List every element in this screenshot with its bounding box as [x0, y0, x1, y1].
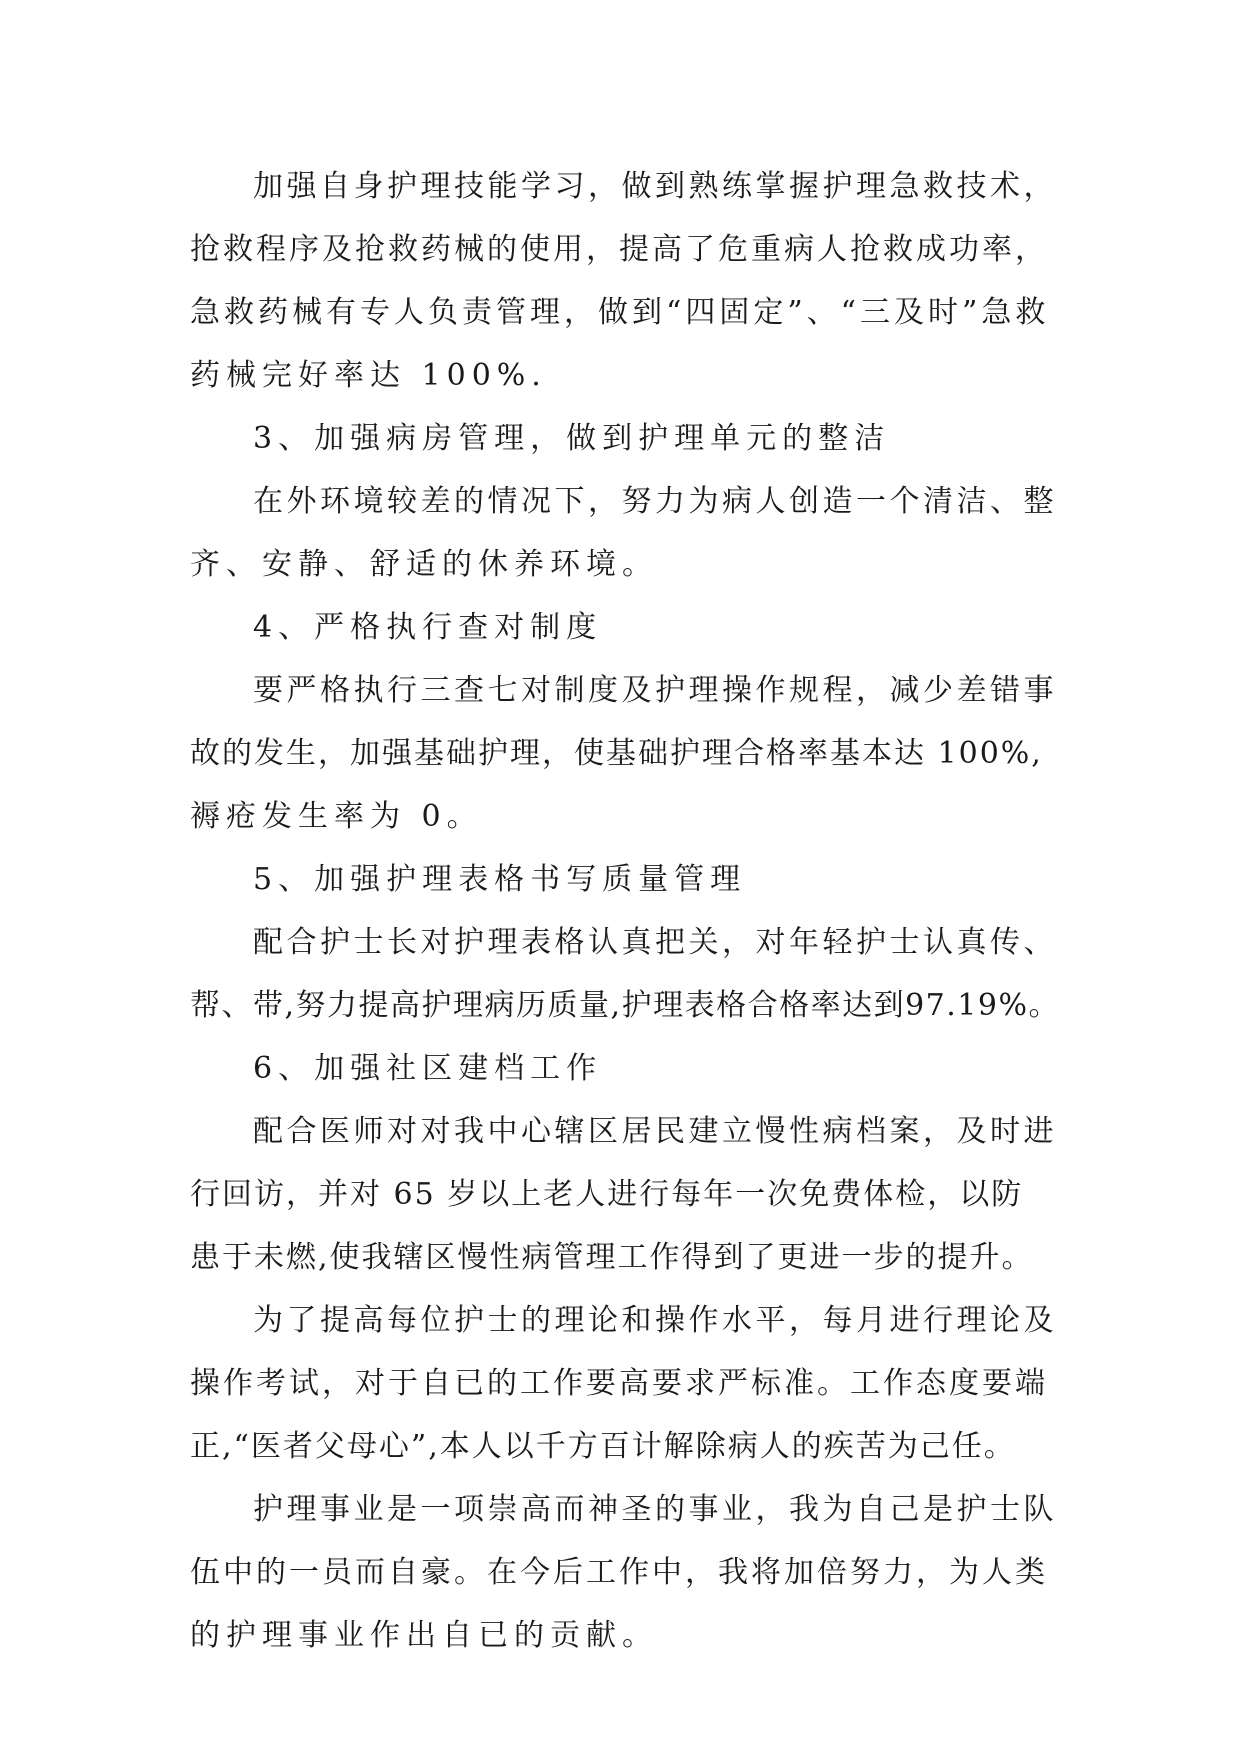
paragraph-line: 正,“医者父母心”,本人以千方百计解除病人的疾苦为己任。 [190, 1429, 1016, 1464]
paragraph-line: 行回访，并对 65 岁以上老人进行每年一次免费体检，以防 [190, 1177, 1024, 1212]
paragraph-line: 护理事业是一项崇高而神圣的事业，我为自己是护士队 [253, 1492, 1057, 1527]
paragraph-line: 伍中的一员而自豪。在今后工作中，我将加倍努力，为人类 [190, 1555, 1048, 1590]
section-heading: 4、严格执行查对制度 [253, 610, 603, 645]
paragraph-line: 故的发生，加强基础护理，使基础护理合格率基本达 100%, [190, 736, 1043, 771]
paragraph-line: 配合医师对对我中心辖区居民建立慢性病档案，及时进 [253, 1114, 1057, 1149]
paragraph-line: 褥疮发生率为 0。 [190, 799, 483, 834]
section-heading: 6、加强社区建档工作 [253, 1051, 603, 1086]
paragraph-line: 配合护士长对护理表格认真把关，对年轻护士认真传、 [253, 925, 1057, 960]
section-heading: 3、加强病房管理，做到护理单元的整洁 [253, 421, 891, 456]
paragraph-line: 为了提高每位护士的理论和操作水平，每月进行理论及 [253, 1303, 1057, 1338]
section-heading: 5、加强护理表格书写质量管理 [253, 862, 747, 897]
paragraph-line: 齐、安静、舒适的休养环境。 [190, 547, 658, 582]
paragraph-line: 急救药械有专人负责管理，做到“四固定”、“三及时”急救 [190, 295, 1050, 330]
paragraph-line: 操作考试，对于自已的工作要高要求严标准。工作态度要端 [190, 1366, 1048, 1401]
paragraph-line: 加强自身护理技能学习，做到熟练掌握护理急救技术， [253, 169, 1057, 204]
paragraph-line: 的护理事业作出自已的贡献。 [190, 1618, 658, 1653]
paragraph-line: 抢救程序及抢救药械的使用，提高了危重病人抢救成功率， [190, 232, 1048, 267]
paragraph-line: 在外环境较差的情况下，努力为病人创造一个清洁、整 [253, 484, 1057, 519]
paragraph-line: 患于未燃,使我辖区慢性病管理工作得到了更进一步的提升。 [190, 1240, 1034, 1275]
paragraph-line: 帮、带,努力提高护理病历质量,护理表格合格率达到97.19%。 [190, 988, 1060, 1023]
paragraph-line: 要严格执行三查七对制度及护理操作规程，减少差错事 [253, 673, 1057, 708]
paragraph-line: 药械完好率达 100%. [190, 358, 547, 393]
